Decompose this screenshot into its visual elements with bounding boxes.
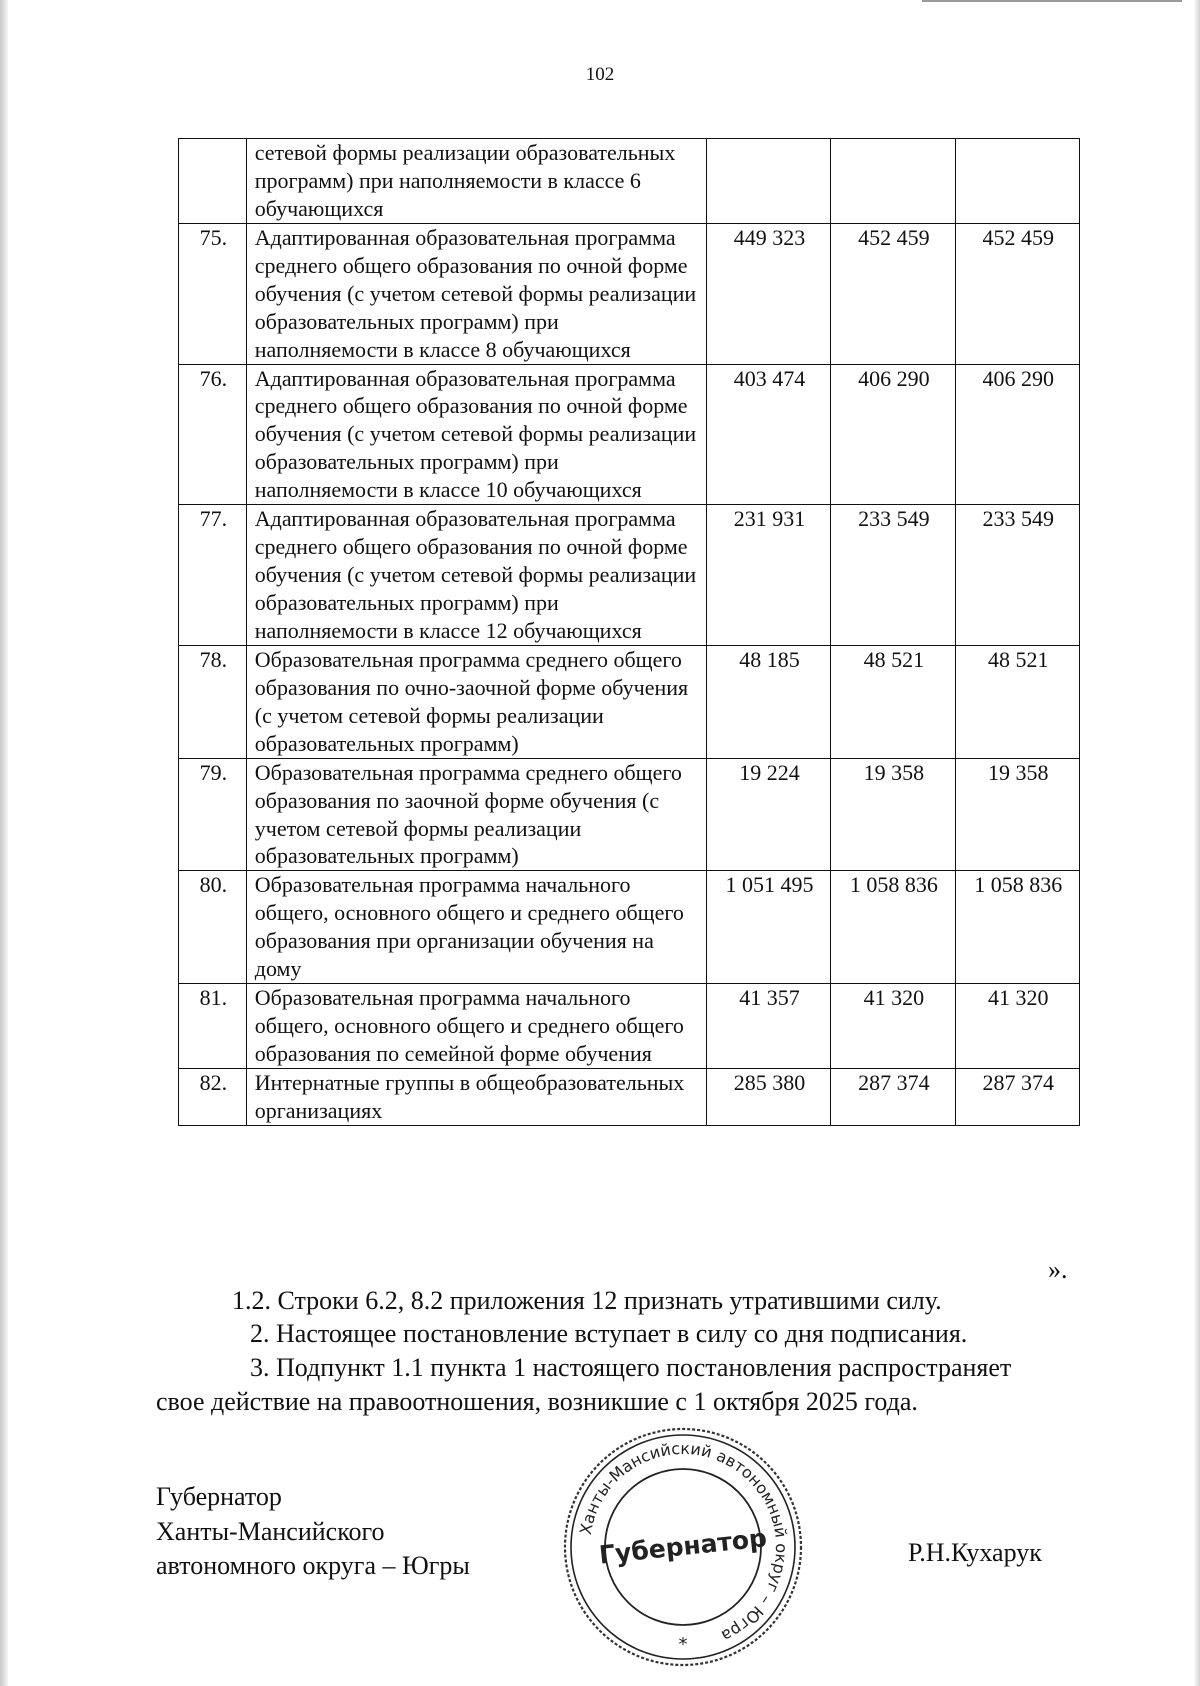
table-row [179,871,1080,984]
table-row [179,984,1080,1069]
value-cell-3: 1 058 836 [955,871,1079,984]
value-cell-3: 452 459 [955,223,1079,364]
value-cell-2: 19 358 [831,758,955,871]
closing-quote: ». [1048,1255,1068,1284]
signer-line-3: автономного округа – Югры [156,1551,470,1581]
row-number-cell [179,139,247,224]
scan-left-edge [0,0,8,1686]
table-row [179,505,1080,646]
value-cell-1: 1 051 495 [706,871,830,984]
value-cell-1: 48 185 [706,645,830,758]
program-description-cell: Адаптированная образовательная программа среднего общего образования по очной форме обучения (с учетом сетевой формы реализации образовательных программ) при наполняемости в классе 10 обучающихся [246,364,706,505]
row-number-cell: 75. [179,223,247,364]
paragraph-2: 2. Настоящее постановление вступает в силу со дня подписания. [250,1319,968,1348]
program-description-cell: Интернатные группы в общеобразовательных организациях [246,1068,706,1125]
signer-title [156,1480,470,1584]
table-row [179,1068,1080,1125]
signer-line-1: Губернатор [156,1482,282,1511]
table-row [179,223,1080,364]
value-cell-1: 449 323 [706,223,830,364]
value-cell-3 [955,139,1079,224]
table-row [179,645,1080,758]
tariff-table [178,138,1080,1126]
program-description-cell: Образовательная программа среднего общего образования по очно-заочной форме обучения (с учетом сетевой формы реализации образовательных программ) [246,645,706,758]
program-description-cell: Образовательная программа начального общего, основного общего и среднего общего образования при организации обучения на дому [246,871,706,984]
signer-line-2: Ханты-Мансийского [156,1516,385,1546]
table-row [179,139,1080,224]
paragraph-3-continued: свое действие на правоотношения, возникшие с 1 октября 2025 года. [156,1387,918,1416]
program-description-cell: Образовательная программа среднего общего образования по заочной форме обучения (с учетом сетевой формы реализации образовательных программ) [246,758,706,871]
row-number-cell: 82. [179,1068,247,1125]
seal-ring-text: Ханты-Мансийский автономный округ – Югра [575,1438,792,1646]
row-number-cell: 79. [179,758,247,871]
scan-right-edge [1194,0,1200,1686]
row-number-cell: 78. [179,645,247,758]
value-cell-1: 285 380 [706,1068,830,1125]
value-cell-3: 287 374 [955,1068,1079,1125]
seal-star: * [678,1634,688,1655]
signer-name: Р.Н.Кухарук [908,1538,1042,1567]
table-row [179,364,1080,505]
value-cell-3: 406 290 [955,364,1079,505]
seal-center-text: Губернатор [597,1523,769,1570]
value-cell-3: 48 521 [955,645,1079,758]
program-description-cell: Адаптированная образовательная программа среднего общего образования по очной форме обучения (с учетом сетевой формы реализации образовательных программ) при наполняемости в классе 12 обучающихся [246,505,706,646]
value-cell-1: 19 224 [706,758,830,871]
value-cell-3: 41 320 [955,984,1079,1069]
value-cell-3: 19 358 [955,758,1079,871]
value-cell-2 [831,139,955,224]
row-number-cell: 76. [179,364,247,505]
page-number: 102 [585,64,615,85]
row-number-cell: 80. [179,871,247,984]
value-cell-1: 403 474 [706,364,830,505]
row-number-cell: 81. [179,984,247,1069]
program-description-cell: Образовательная программа начального общего, основного общего и среднего общего образования по семейной форме обучения [246,984,706,1069]
value-cell-1 [706,139,830,224]
program-description-cell: сетевой формы реализации образовательных программ) при наполняемости в классе 6 обучающихся [246,139,706,224]
value-cell-3: 233 549 [955,505,1079,646]
value-cell-1: 231 931 [706,505,830,646]
paragraph-3: 3. Подпункт 1.1 пункта 1 настоящего постановления распространяет [250,1353,1012,1382]
table-row [179,758,1080,871]
value-cell-2: 1 058 836 [831,871,955,984]
value-cell-2: 41 320 [831,984,955,1069]
value-cell-2: 48 521 [831,645,955,758]
value-cell-2: 233 549 [831,505,955,646]
row-number-cell: 77. [179,505,247,646]
official-seal [558,1422,808,1672]
value-cell-2: 406 290 [831,364,955,505]
program-description-cell: Адаптированная образовательная программа среднего общего образования по очной форме обучения (с учетом сетевой формы реализации образовательных программ) при наполняемости в классе 8 обучающихся [246,223,706,364]
paragraph-1-2: 1.2. Строки 6.2, 8.2 приложения 12 признать утратившими силу. [232,1286,942,1315]
top-rule [922,0,1182,2]
value-cell-2: 287 374 [831,1068,955,1125]
value-cell-1: 41 357 [706,984,830,1069]
value-cell-2: 452 459 [831,223,955,364]
